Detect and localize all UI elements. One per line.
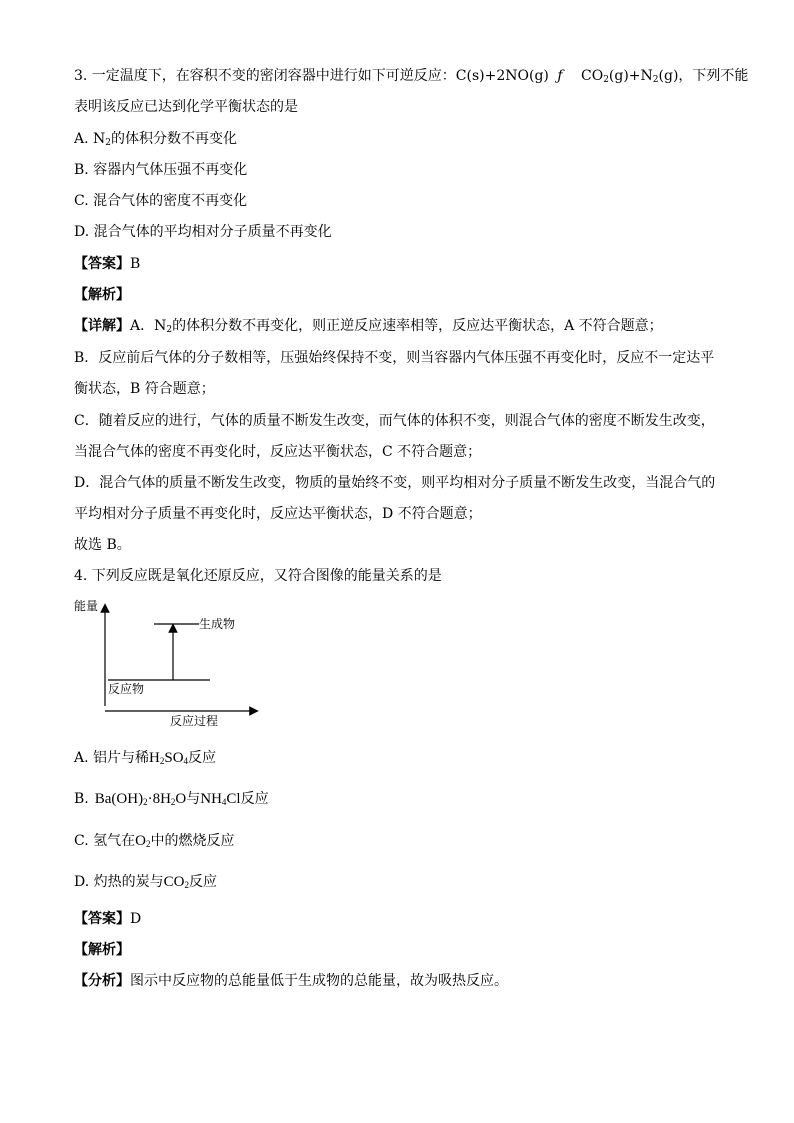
q3-option-c: C. 混合气体的密度不再变化 bbox=[74, 193, 248, 209]
q3-stem-prefix: 3. 一定温度下，在容积不变的密闭容器中进行如下可逆反应：C(s)+2NO(g) bbox=[74, 68, 549, 84]
co2-formula: $CO_2$ bbox=[163, 874, 189, 890]
q3-detail-c-line2: 当混合气体的密度不再变化时，反应达平衡状态，C 不符合题意； bbox=[74, 444, 482, 460]
q3-detail-b-line2: 衡状态，B 符合题意； bbox=[74, 381, 215, 397]
answer-value: B bbox=[130, 256, 141, 272]
q3-detail-d-line1: D．混合气体的质量不断发生改变，物质的量始终不变，则平均相对分子质量不断发生改变，当混合气的 bbox=[74, 475, 716, 491]
reactant-label: 反应物 bbox=[108, 682, 145, 696]
q4-analysis-tag: 【解析】 bbox=[74, 942, 130, 958]
q3-detail-c-line1: C．随着反应的进行，气体的质量不断发生改变，而气体的体积不变，则混合气体的密度不断发生改变， bbox=[74, 413, 715, 429]
q4-option-c: C. 氢气在$O_2$中的燃烧反应 bbox=[74, 833, 235, 849]
answer-tag: 【答案】 bbox=[74, 256, 130, 272]
nh4cl-formula: $NH_4Cl$ bbox=[200, 791, 241, 807]
h2so4-formula: $H_2SO_4$ bbox=[149, 750, 189, 766]
answer-value: D bbox=[130, 911, 142, 927]
analysis-sub-tag: 【分析】 bbox=[74, 973, 130, 989]
q3-stem-line2: 表明该反应已达到化学平衡状态的是 bbox=[74, 99, 298, 115]
q4-stem: 4. 下列反应既是氧化还原反应，又符合图像的能量关系的是 bbox=[74, 568, 442, 584]
q3-option-a: A. $N_2$的体积分数不再变化 bbox=[74, 131, 237, 148]
q3-conclusion: 故选 B。 bbox=[74, 537, 131, 553]
q4-option-d: D. 灼热的炭与$CO_2$反应 bbox=[74, 874, 217, 890]
q3-detail-b-line1: B．反应前后气体的分子数相等，压强始终保持不变，则当容器内气体压强不再变化时，反应不一定达平 bbox=[74, 350, 715, 366]
q3-detail-a: 【详解】A．$N_2$的体积分数不再变化，则正逆反应速率相等，反应达平衡状态，A 不符合题意； bbox=[74, 318, 663, 335]
q4-option-a: A. 铝片与稀$H_2SO_4$反应 bbox=[74, 750, 217, 766]
detail-tag: 【详解】 bbox=[74, 318, 130, 334]
reversible-arrow-symbol: ƒ bbox=[557, 68, 563, 84]
q3-detail-d-line2: 平均相对分子质量不再变化时，反应达平衡状态，D 不符合题意； bbox=[74, 506, 482, 522]
q3-option-d: D. 混合气体的平均相对分子质量不再变化 bbox=[74, 224, 332, 240]
q3-analysis-tag: 【解析】 bbox=[74, 287, 130, 303]
q4-analysis: 【分析】图示中反应物的总能量低于生成物的总能量，故为吸热反应。 bbox=[74, 973, 508, 989]
q3-answer bbox=[74, 255, 140, 273]
q4-answer bbox=[74, 910, 141, 928]
product-label: 生成物 bbox=[199, 617, 236, 631]
q4-option-b: B. $Ba(OH)_2\cdot 8H_2O$与$NH_4Cl$反应 bbox=[74, 791, 269, 807]
energy-diagram bbox=[74, 596, 264, 728]
co2-formula: $CO_2$ bbox=[580, 68, 609, 85]
o2-formula: $O_2$ bbox=[135, 833, 151, 849]
y-axis-label: 能量 bbox=[74, 599, 99, 613]
x-axis-label: 反应过程 bbox=[170, 714, 219, 728]
answer-tag: 【答案】 bbox=[74, 911, 130, 927]
baoh2-formula: $Ba(OH)_2\cdot 8H_2O$ bbox=[94, 791, 187, 807]
q3-option-b: B. 容器内气体压强不再变化 bbox=[74, 162, 248, 178]
q3-stem-line1: 3. 一定温度下，在容积不变的密闭容器中进行如下可逆反应：C(s)+2NO(g) ƒ $CO_2(g)+N_2(g)$，下列不能 bbox=[74, 68, 749, 85]
